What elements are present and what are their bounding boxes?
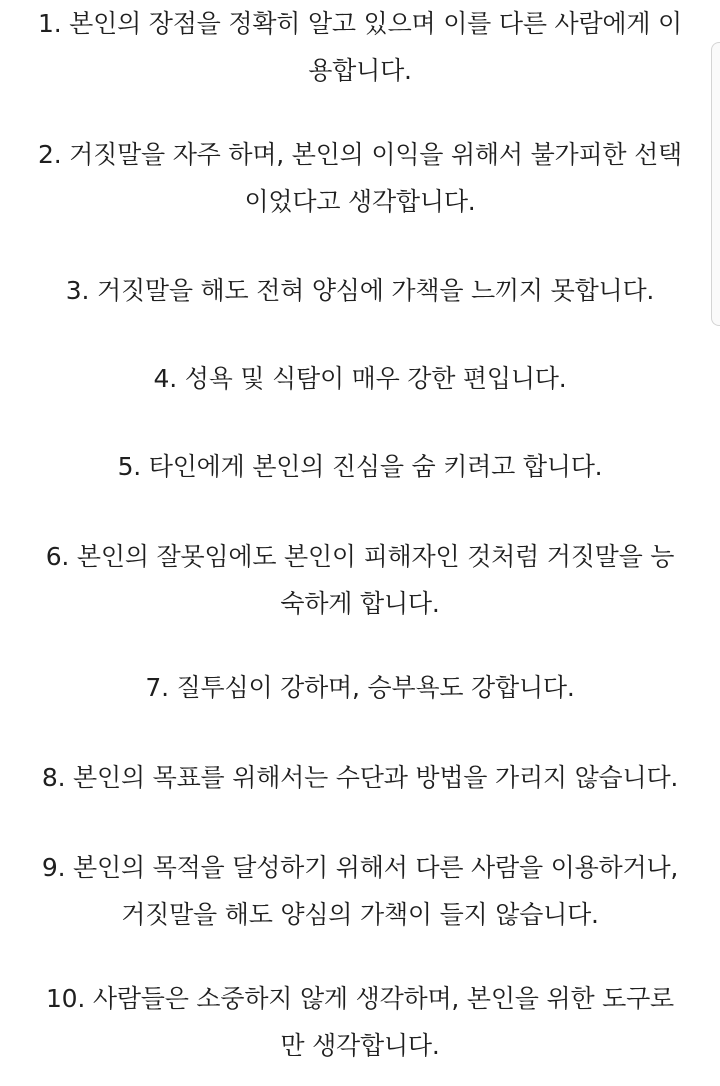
item-8-line-1: 8. 본인의 목표를 위해서는 수단과 방법을 가리지 않습니다. [41,763,679,792]
list-item-4 [14,355,706,402]
item-1-line-2: 용합니다. [308,56,412,85]
item-5-line-1: 5. 타인에게 본인의 진심을 숨 키려고 합니다. [117,452,603,481]
item-10-line-1: 10. 사람들은 소중하지 않게 생각하며, 본인을 위한 도구로 [45,984,675,1013]
list-item-2 [14,131,706,225]
scroll-handle[interactable] [711,42,720,326]
item-10-line-2: 만 생각합니다. [280,1031,440,1060]
list-item-9 [14,844,706,938]
list-item-10 [14,975,706,1069]
item-2-line-2: 이었다고 생각합니다. [244,187,476,216]
item-6-line-2: 숙하게 합니다. [280,589,440,618]
list-item-6 [14,533,706,627]
item-7-line-1: 7. 질투심이 강하며, 승부욕도 강합니다. [145,673,575,702]
item-4-line-1: 4. 성욕 및 식탐이 매우 강한 편입니다. [153,364,567,393]
list-item-5 [14,443,706,490]
item-3-line-1: 3. 거짓말을 해도 전혀 양심에 가책을 느끼지 못합니다. [65,276,655,305]
list-item-8 [14,754,706,801]
item-1-line-1: 1. 본인의 장점을 정확히 알고 있으며 이를 다른 사람에게 이 [37,9,683,38]
item-6-line-1: 6. 본인의 잘못임에도 본인이 피해자인 것처럼 거짓말을 능 [45,542,675,571]
item-9-line-2: 거짓말을 해도 양심의 가책이 들지 않습니다. [121,900,599,929]
item-9-line-1: 9. 본인의 목적을 달성하기 위해서 다른 사람을 이용하거나, [41,853,679,882]
list-item-3 [14,267,706,314]
list-item-7 [14,664,706,711]
list-item-1 [14,0,706,94]
item-2-line-1: 2. 거짓말을 자주 하며, 본인의 이익을 위해서 불가피한 선택 [37,140,683,169]
